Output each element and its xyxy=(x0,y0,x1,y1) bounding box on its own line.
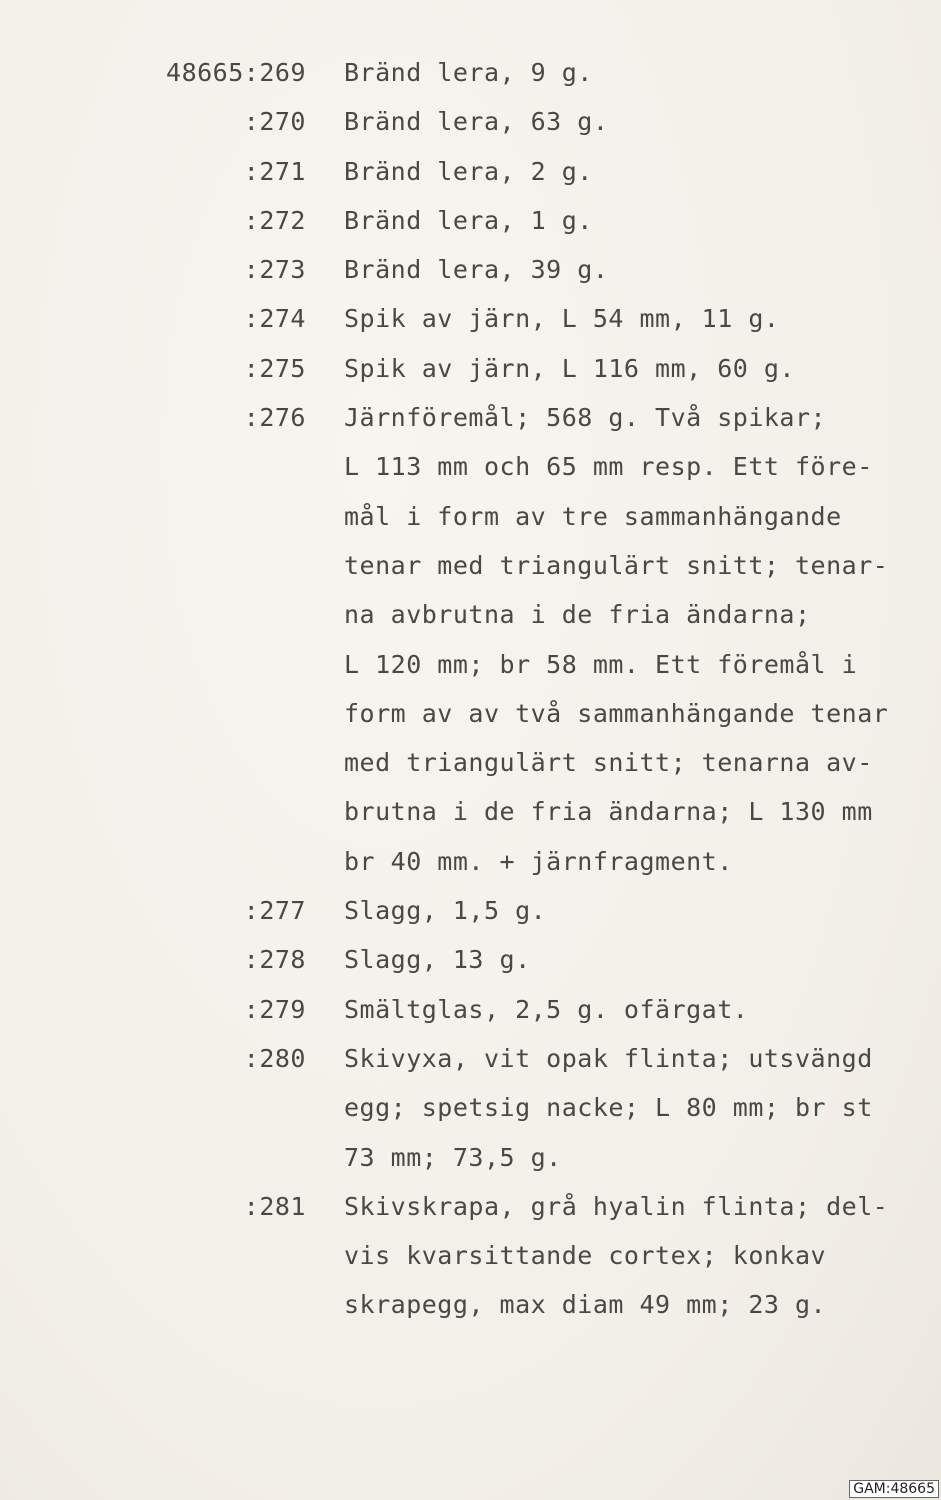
catalogue-entry xyxy=(0,1182,941,1330)
catalogue-entry xyxy=(0,985,941,1034)
catalogue-entry xyxy=(0,97,941,146)
entry-number: :274 xyxy=(243,304,306,334)
entry-text-line: form av av två sammanhängande tenar xyxy=(344,698,889,728)
entry-number: :270 xyxy=(243,107,306,137)
entry-number: 48665:269 xyxy=(166,58,306,87)
catalogue-entry xyxy=(0,48,941,97)
catalogue-entry xyxy=(0,1034,941,1182)
entry-text-line: vis kvarsittande cortex; konkav xyxy=(344,1241,827,1271)
entry-text-line: brutna i de fria ändarna; L 130 mm xyxy=(344,797,873,827)
archive-stamp: GAM:48665 xyxy=(849,1480,939,1498)
entry-number: :278 xyxy=(243,945,306,975)
entry-text-line: L 113 mm och 65 mm resp. Ett före- xyxy=(344,452,873,482)
catalogue-entry xyxy=(0,245,941,294)
entry-text-line: Smältglas, 2,5 g. ofärgat. xyxy=(344,994,749,1024)
entry-text-line: Bränd lera, 39 g. xyxy=(344,255,609,285)
entry-text-line: na avbrutna i de fria ändarna; xyxy=(344,600,811,630)
entry-text-line: egg; spetsig nacke; L 80 mm; br st xyxy=(344,1093,873,1123)
catalogue-entry xyxy=(0,344,941,393)
entry-text-line: Bränd lera, 9 g. xyxy=(344,58,593,87)
entry-number: :281 xyxy=(243,1191,306,1221)
catalogue-entry xyxy=(0,196,941,245)
entry-number: :271 xyxy=(243,156,306,186)
entry-text-line: Spik av järn, L 116 mm, 60 g. xyxy=(344,353,795,383)
entry-number: :277 xyxy=(243,896,306,926)
entry-text-line: Skivskrapa, grå hyalin flinta; del- xyxy=(344,1191,889,1221)
entry-text-line: med triangulärt snitt; tenarna av- xyxy=(344,748,873,778)
entry-text-line: mål i form av tre sammanhängande xyxy=(344,501,842,531)
entry-text-line: Spik av järn, L 54 mm, 11 g. xyxy=(344,304,780,334)
catalogue-entry xyxy=(0,935,941,984)
catalogue-entry xyxy=(0,294,941,343)
entry-number: :279 xyxy=(243,994,306,1024)
entry-text-line: Slagg, 13 g. xyxy=(344,945,531,975)
catalogue-entries xyxy=(0,48,941,1330)
entry-text-line: L 120 mm; br 58 mm. Ett föremål i xyxy=(344,649,858,679)
entry-number: :272 xyxy=(243,205,306,235)
entry-text-line: Bränd lera, 2 g. xyxy=(344,156,593,186)
entry-number: :275 xyxy=(243,353,306,383)
catalogue-entry xyxy=(0,886,941,935)
entry-number: :276 xyxy=(243,403,306,433)
entry-text-line: Bränd lera, 1 g. xyxy=(344,205,593,235)
entry-text-line: 73 mm; 73,5 g. xyxy=(344,1142,562,1172)
entry-number: :273 xyxy=(243,255,306,285)
entry-text-line: Slagg, 1,5 g. xyxy=(344,896,547,926)
entry-text-line: skrapegg, max diam 49 mm; 23 g. xyxy=(344,1290,827,1320)
catalogue-entry xyxy=(0,147,941,196)
entry-text-line: br 40 mm. + järnfragment. xyxy=(344,846,733,876)
entry-text-line: Skivyxa, vit opak flinta; utsvängd xyxy=(344,1043,873,1073)
entry-text-line: Bränd lera, 63 g. xyxy=(344,107,609,137)
entry-text-line: Järnföremål; 568 g. Två spikar; xyxy=(344,403,827,433)
entry-text-line: tenar med triangulärt snitt; tenar- xyxy=(344,550,889,580)
entry-number: :280 xyxy=(243,1043,306,1073)
catalogue-entry xyxy=(0,393,941,886)
